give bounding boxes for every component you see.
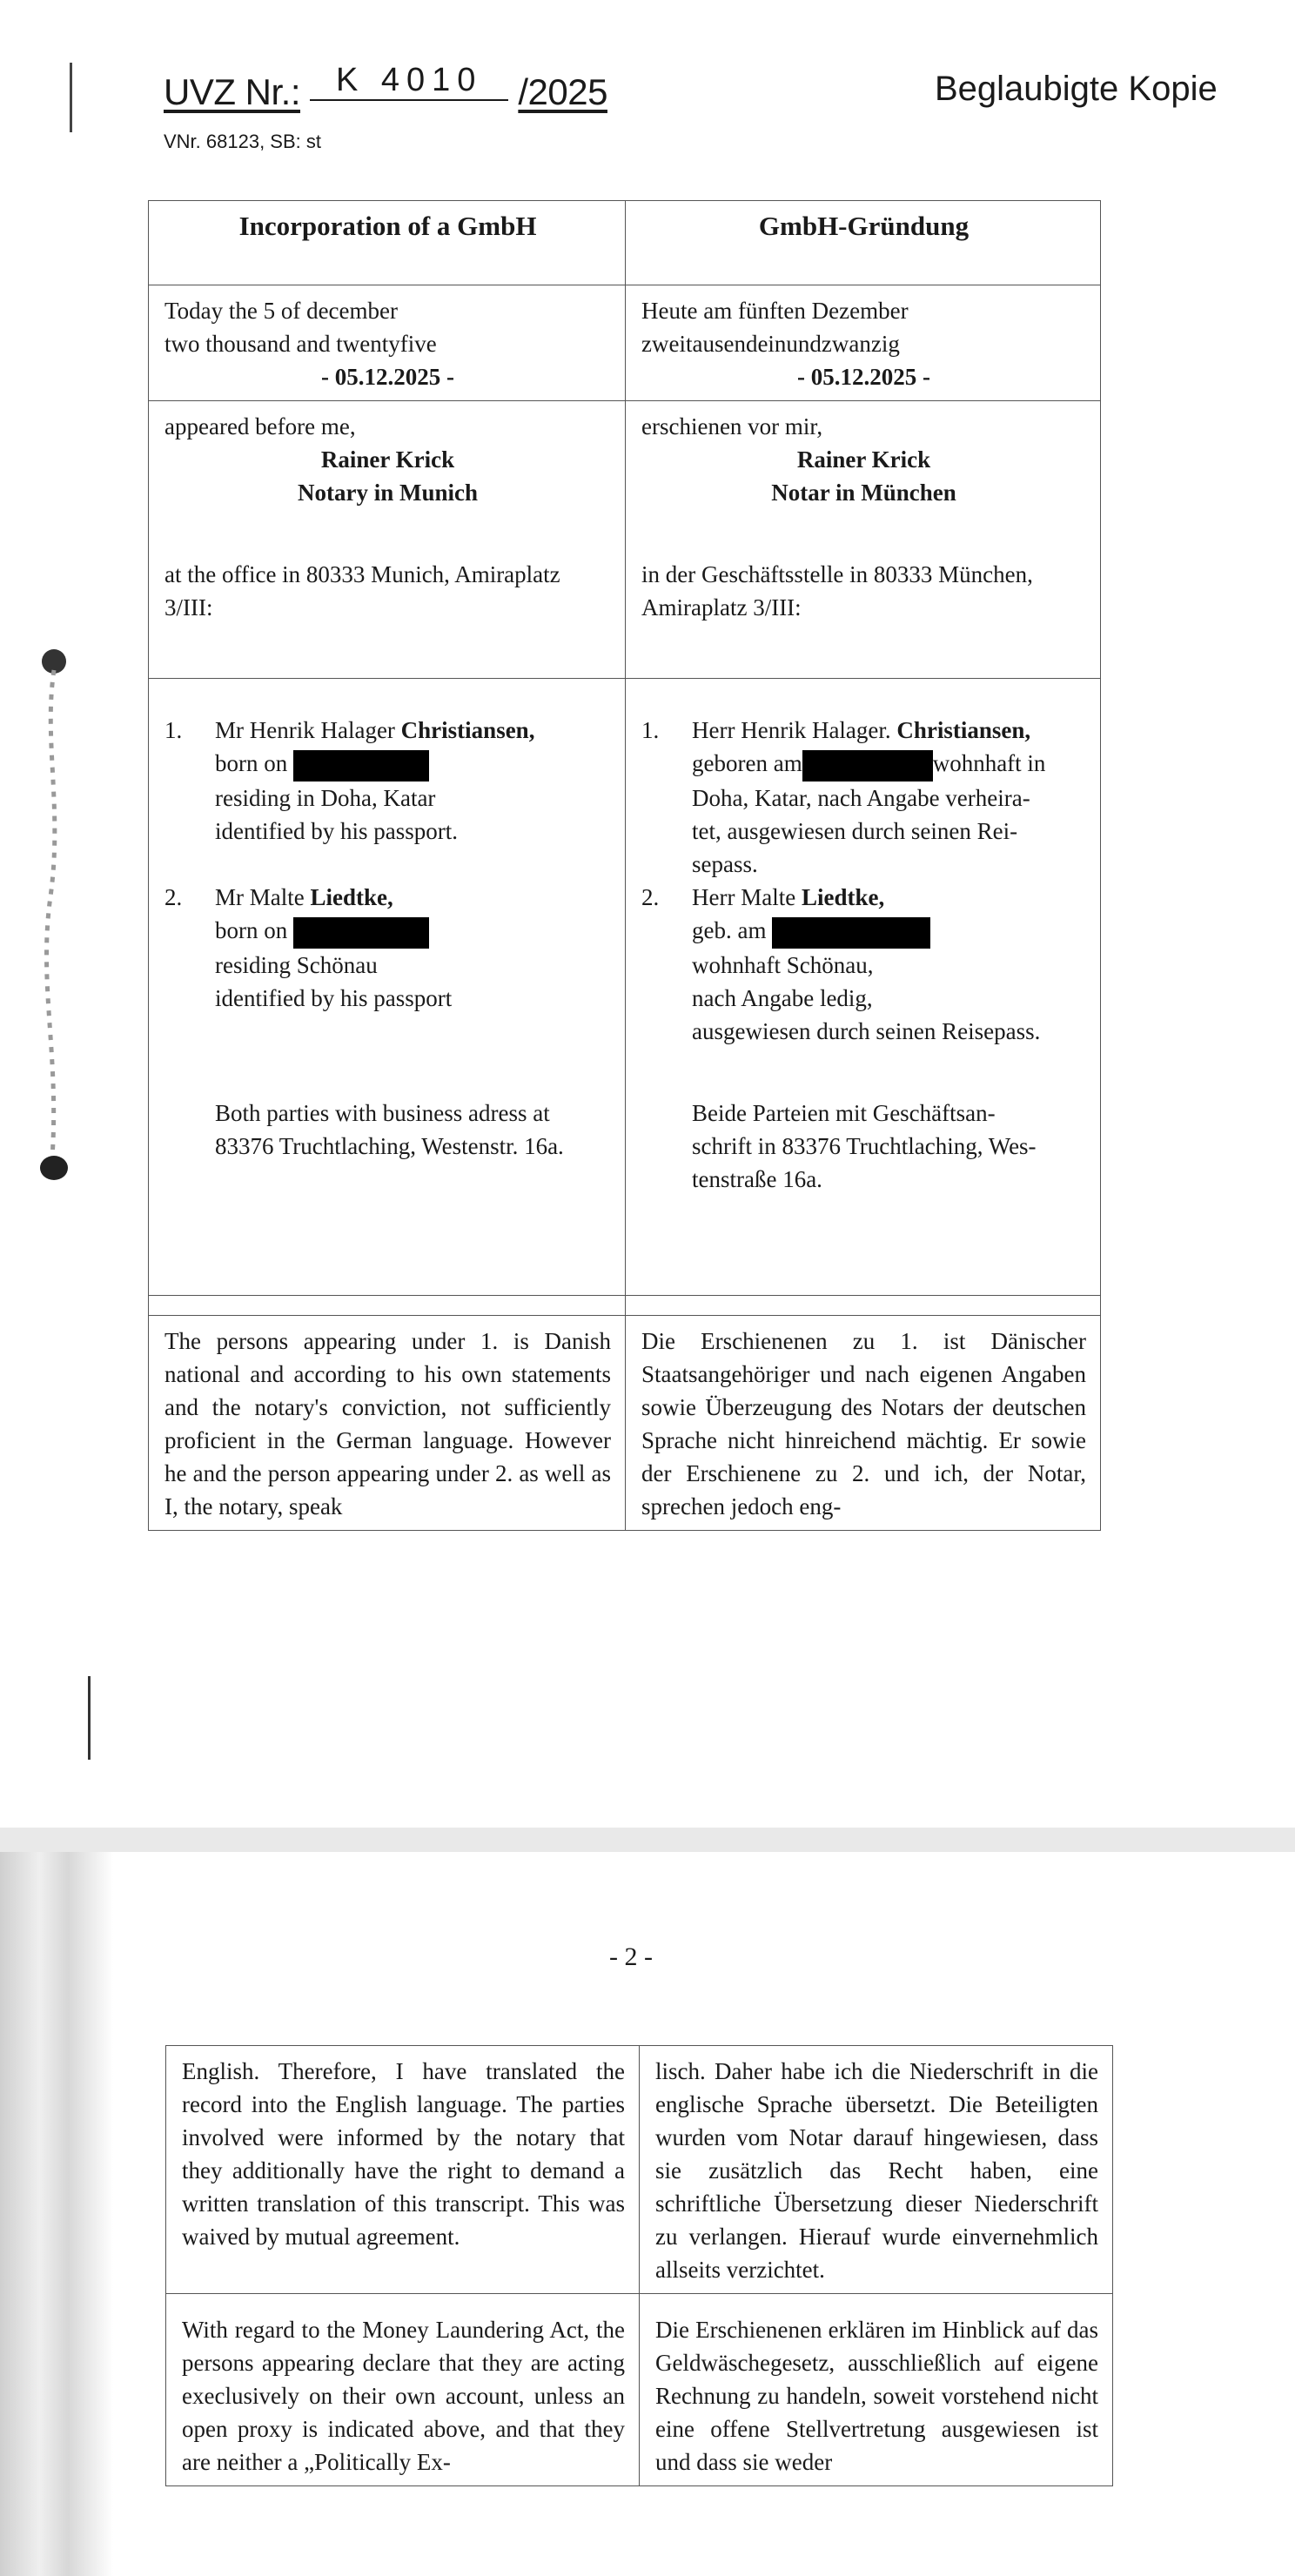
- party-1-de: 1. Herr Henrik Halager. Christiansen, geboren am wohnhaft in Doha, Katar, nach Angabe verheira- tet, ausgewiesen durch seinen Rei- sepass.: [641, 717, 1046, 877]
- uvz-label: UVZ Nr.:: [164, 71, 301, 112]
- table-row: [149, 1316, 1101, 1531]
- date-numeric: - 05.12.2025 -: [797, 364, 930, 390]
- table-row: [149, 401, 1101, 679]
- heading-en: Incorporation of a GmbH: [149, 201, 626, 285]
- bilingual-table-page-1: [148, 200, 1101, 1531]
- bilingual-table-page-2: [165, 2045, 1113, 2486]
- notary-name: Rainer Krick: [320, 446, 455, 473]
- office-address: 3/III:: [164, 594, 213, 621]
- parties-de: [626, 679, 1101, 1296]
- money-laundering-en: With regard to the Money Laundering Act, the persons appearing declare that they are acting execlusively on their own account, unless an open proxy is indicated above, and that they are neither a „Politically Ex-: [166, 2294, 640, 2486]
- business-address: schrift in 83376 Truchtlaching, Wes-: [692, 1132, 1037, 1159]
- appeared-text: erschienen vor mir,: [641, 413, 823, 439]
- date-text: zweitausendeinundzwanzig: [641, 331, 900, 357]
- party-2-de: 2. Herr Malte Liedtke, geb. am wohnhaft Schönau, nach Angabe ledig, ausgewiesen durch seinen Reisepass.: [641, 883, 1041, 1044]
- notary-de: [626, 401, 1101, 679]
- table-row: [166, 2294, 1113, 2486]
- heading-de: GmbH-Gründung: [626, 201, 1101, 285]
- notary-title: Notar in München: [771, 480, 956, 506]
- date-text: two thousand and twentyfive: [164, 331, 437, 357]
- table-row: [149, 1296, 1101, 1316]
- office-address: Amiraplatz 3/III:: [641, 594, 802, 621]
- date-numeric: - 05.12.2025 -: [321, 364, 454, 390]
- uvz-handwritten-number: K 4010: [310, 61, 508, 101]
- office-address: at the office in 80333 Munich, Amiraplatz: [164, 561, 560, 587]
- translation-de: lisch. Daher habe ich die Niederschrift in die englische Sprache übersetzt. Die Beteiligten wurden vom Notar darauf hingewiesen, dass sie zusätzlich das Recht haben, eine schriftliche Übersetzung dieser Niederschrift zu verlangen. Hierauf wurde einvernehmlich allseits verzichtet.: [640, 2046, 1113, 2294]
- table-row: [149, 201, 1101, 285]
- business-address: Beide Parteien mit Geschäftsan-: [692, 1099, 996, 1126]
- money-laundering-de: Die Erschienenen erklären im Hinblick auf das Geldwäschegesetz, ausschließlich auf eigene Rechnung zu handeln, soweit vorstehend nicht eine offene Stellvertretung ausgewiesen ist und dass sie weder: [640, 2294, 1113, 2486]
- vnr-reference: VNr. 68123, SB: st: [164, 131, 321, 152]
- date-text: Heute am fünften Dezember: [641, 298, 909, 324]
- notary-title: Notary in Munich: [297, 480, 478, 506]
- table-row: [149, 679, 1101, 1296]
- page-fold-shadow: [0, 1852, 113, 2576]
- date-de: [626, 285, 1101, 401]
- party-1-en: 1. Mr Henrik Halager Christiansen, born on residing in Doha, Katar identified by his passport.: [164, 717, 535, 844]
- certified-copy-label: Beglaubigte Kopie: [935, 70, 1218, 108]
- language-de: Die Erschienenen zu 1. ist Dänischer Staatsangehöriger und nach eigenen Angaben sowie Überzeugung des Notars der deutschen Sprache nicht hinreichend mächtig. Er sowie der Erschienene zu 2. und ich, der Notar, sprechen jedoch eng-: [626, 1316, 1101, 1531]
- business-address: Both parties with business adress at: [215, 1099, 550, 1126]
- redaction-bar: [293, 750, 429, 782]
- pencil-mark: [88, 1676, 91, 1760]
- spacer-cell: [626, 1296, 1101, 1316]
- redaction-bar: [293, 917, 429, 949]
- binding-cord-icon: [35, 635, 70, 1192]
- date-text: Today the 5 of december: [164, 298, 398, 324]
- office-address: in der Geschäftsstelle in 80333 München,: [641, 561, 1033, 587]
- table-row: [149, 285, 1101, 401]
- uvz-number: [164, 62, 607, 115]
- appeared-text: appeared before me,: [164, 413, 356, 439]
- notary-name: Rainer Krick: [796, 446, 931, 473]
- translation-en: English. Therefore, I have translated the record into the English language. The parties involved were informed by the notary that they additionally have the right to demand a written translation of this transcript. This was waived by mutual agreement.: [166, 2046, 640, 2294]
- redaction-bar: [772, 917, 930, 949]
- notary-en: [149, 401, 626, 679]
- redaction-bar: [802, 750, 933, 782]
- uvz-year: /2025: [518, 71, 607, 112]
- language-en: The persons appearing under 1. is Danish national and according to his own statements and the notary's conviction, not sufficiently proficient in the German language. However he and the person appearing under 2. as well as I, the notary, speak: [149, 1316, 626, 1531]
- parties-en: [149, 679, 626, 1296]
- date-en: [149, 285, 626, 401]
- spacer-cell: [149, 1296, 626, 1316]
- table-row: [166, 2046, 1113, 2294]
- pencil-mark: [70, 63, 72, 132]
- business-address: tenstraße 16a.: [692, 1165, 822, 1192]
- party-2-en: 2. Mr Malte Liedtke, born on residing Schönau identified by his passport: [164, 883, 453, 1011]
- business-address: 83376 Truchtlaching, Westenstr. 16a.: [215, 1132, 564, 1159]
- page-number: - 2 -: [609, 1942, 653, 1971]
